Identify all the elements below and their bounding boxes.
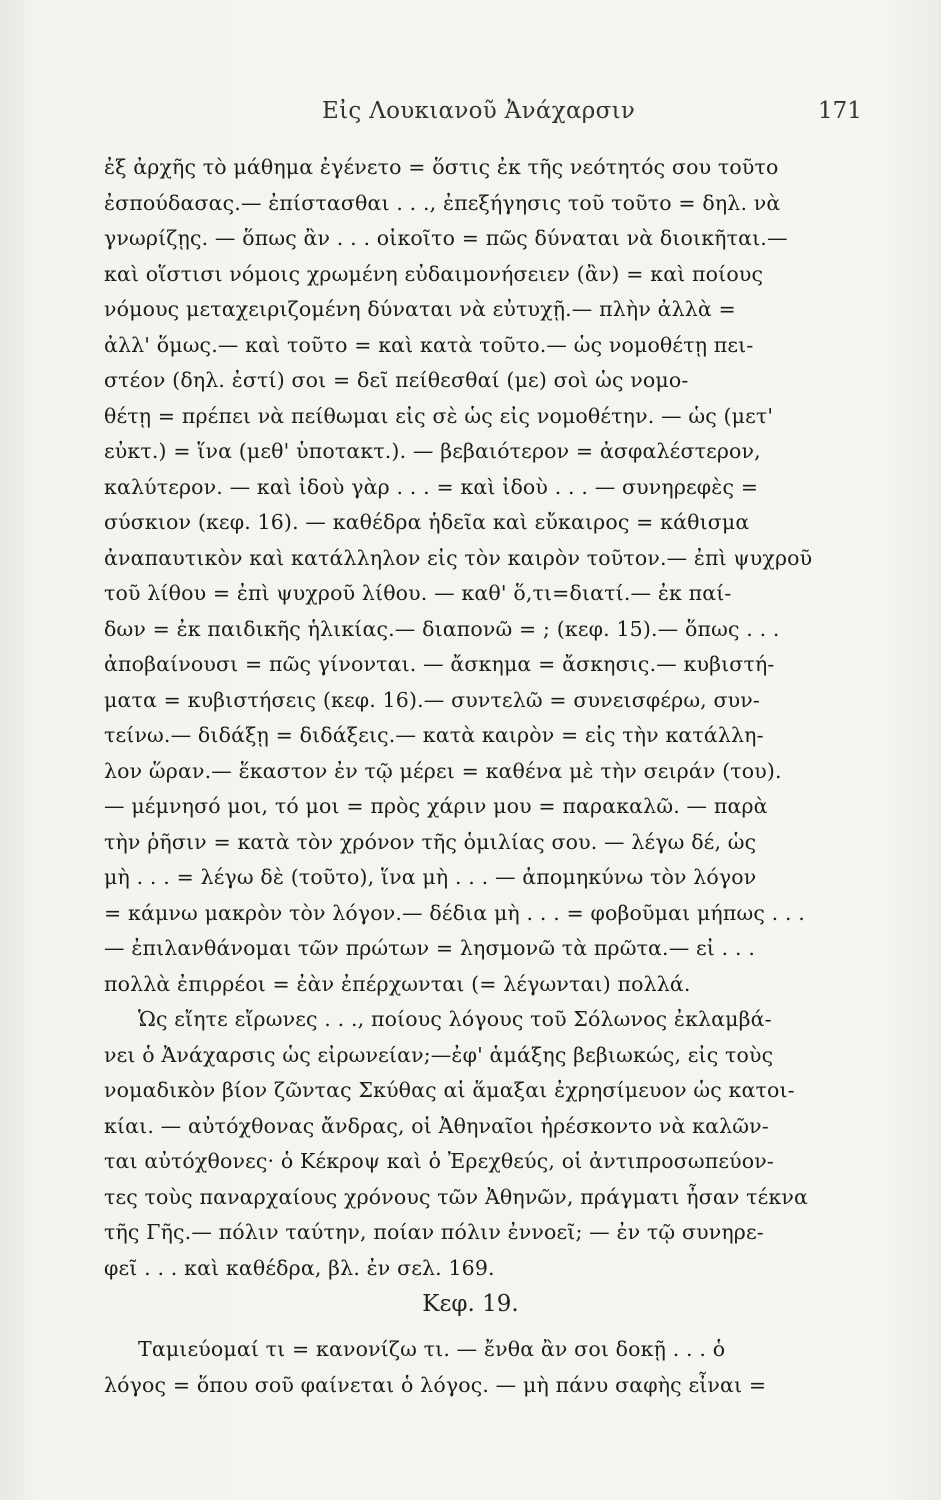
text-line: νει ὁ Ἀνάχαρσις ὡς εἰρωνείαν;—ἐφ' ἁμάξης βεβιωκώς, εἰς τοὺς bbox=[104, 1042, 774, 1067]
text-line: τοῦ λίθου = ἐπὶ ψυχροῦ λίθου. — καθ' ὅ,τι=διατί.— ἐκ παί- bbox=[104, 581, 732, 605]
text-line: — μέμνησό μοι, τό μοι = πρὸς χάριν μου = παρακαλῶ. — παρὰ bbox=[104, 794, 768, 818]
text-line: ἀναπαυτικὸν καὶ κατάλληλον εἰς τὸν καιρὸν τοῦτον.— ἐπὶ ψυχροῦ bbox=[104, 545, 813, 570]
text-line: νομαδικὸν βίον ζῶντας Σκύθας αἱ ἅμαξαι ἐχρησίμευον ὡς κατοι- bbox=[104, 1078, 795, 1102]
page-header bbox=[0, 98, 941, 138]
text-line: εὐκτ.) = ἵνα (μεθ' ὑποτακτ.). — βεβαιότερον = ἀσφαλέστερον, bbox=[104, 439, 761, 463]
text-line: πολλὰ ἐπιρρέοι = ἐὰν ἐπέρχωνται (= λέγωνται) πολλά. bbox=[104, 971, 691, 996]
text-line: σύσκιον (κεφ. 16). — καθέδρα ἡδεῖα καὶ εὔκαιρος = κάθισμα bbox=[104, 510, 750, 534]
text-line: = κάμνω μακρὸν τὸν λόγον.— δέδια μὴ . . . = φοβοῦμαι μήπως . . . bbox=[104, 900, 805, 925]
text-line: θέτῃ = πρέπει νὰ πείθωμαι εἰς σὲ ὡς εἰς νομοθέτην. — ὡς (μετ' bbox=[104, 403, 774, 428]
text-line: Ταμιεύομαί τι = κανονίζω τι. — ἔνθα ἂν σοι δοκῇ . . . ὁ bbox=[138, 1337, 726, 1361]
text-line: ἐσπούδασας.— ἐπίστασθαι . . ., ἐπεξήγησις τοῦ τοῦτο = δηλ. νὰ bbox=[104, 190, 781, 215]
text-line: καλύτερον. — καὶ ἰδοὺ γὰρ . . . = καὶ ἰδοὺ . . . — συνηρεφὲς = bbox=[104, 474, 759, 499]
running-title: Εἰς Λουκιανοῦ Ἀνάχαρσιν bbox=[322, 98, 636, 124]
text-line: ἀλλ' ὅμως.— καὶ τοῦτο = καὶ κατὰ τοῦτο.— ὡς νομοθέτῃ πει- bbox=[104, 332, 754, 357]
text-line: δων = ἐκ παιδικῆς ἡλικίας.— διαπονῶ = ; (κεφ. 15).— ὅπως . . . bbox=[104, 616, 780, 641]
text-line: νόμους μεταχειριζομένη δύναται νὰ εὐτυχῇ.— πλὴν ἀλλὰ = bbox=[104, 297, 736, 321]
commentary-text bbox=[104, 150, 864, 1286]
text-line: γνωρίζῃς. — ὅπως ἂν . . . οἰκοῖτο = πῶς δύναται νὰ διοικῆται.— bbox=[104, 226, 788, 250]
text-line: λόγος = ὅπου σοῦ φαίνεται ὁ λόγος. — μὴ πάνυ σαφὴς εἶναι = bbox=[104, 1372, 767, 1397]
chapter-heading: Κεφ. 19. bbox=[422, 1291, 519, 1317]
text-line: καὶ οἵστισι νόμοις χρωμένη εὐδαιμονήσειεν (ἂν) = καὶ ποίους bbox=[104, 261, 764, 286]
text-line: — ἐπιλανθάνομαι τῶν πρώτων = λησμονῶ τὰ πρῶτα.— εἰ . . . bbox=[104, 936, 755, 960]
text-line: κίαι. — αὐτόχθονας ἄνδρας, οἱ Ἀθηναῖοι ἠρέσκοντο νὰ καλῶν- bbox=[104, 1113, 769, 1138]
text-line: λον ὥραν.— ἕκαστον ἐν τῷ μέρει = καθένα μὲ τὴν σειράν (του). bbox=[104, 758, 782, 783]
text-line: ματα = κυβιστήσεις (κεφ. 16).— συντελῶ = συνεισφέρω, συν- bbox=[104, 687, 760, 712]
page-number: 171 bbox=[818, 98, 862, 124]
text-line: τὴν ῥῆσιν = κατὰ τὸν χρόνον τῆς ὁμιλίας σου. — λέγω δέ, ὡς bbox=[104, 829, 757, 854]
text-line: τες τοὺς παναρχαίους χρόνους τῶν Ἀθηνῶν, πράγματι ἦσαν τέκνα bbox=[104, 1184, 808, 1209]
text-line: ἐξ ἀρχῆς τὸ μάθημα ἐγένετο = ὅστις ἐκ τῆς νεότητός σου τοῦτο bbox=[104, 155, 779, 179]
text-line: μὴ . . . = λέγω δὲ (τοῦτο), ἵνα μὴ . . . — ἀπομηκύνω τὸν λόγον bbox=[104, 865, 757, 889]
chapter-text bbox=[104, 1332, 864, 1403]
text-line: ἀποβαίνουσι = πῶς γίνονται. — ἄσκημα = ἄσκησις.— κυβιστή- bbox=[104, 652, 775, 676]
text-line: τείνω.— διδάξῃ = διδάξεις.— κατὰ καιρὸν = εἰς τὴν κατάλλη- bbox=[104, 723, 764, 747]
text-line: τῆς Γῆς.— πόλιν ταύτην, ποίαν πόλιν ἐννοεῖ; — ἐν τῷ συνηρε- bbox=[104, 1220, 764, 1244]
text-line: ται αὐτόχθονες· ὁ Κέκροψ καὶ ὁ Ἐρεχθεύς, οἱ ἀντιπροσωπεύον- bbox=[104, 1149, 774, 1173]
text-line: φεῖ . . . καὶ καθέδρα, βλ. ἐν σελ. 169. bbox=[104, 1255, 495, 1280]
text-line: Ὡς εἴητε εἴρωνες . . ., ποίους λόγους τοῦ Σόλωνος ἐκλαμβά- bbox=[138, 1007, 772, 1031]
text-line: στέον (δηλ. ἐστί) σοι = δεῖ πείθεσθαί (με) σοὶ ὡς νομο- bbox=[104, 368, 689, 392]
